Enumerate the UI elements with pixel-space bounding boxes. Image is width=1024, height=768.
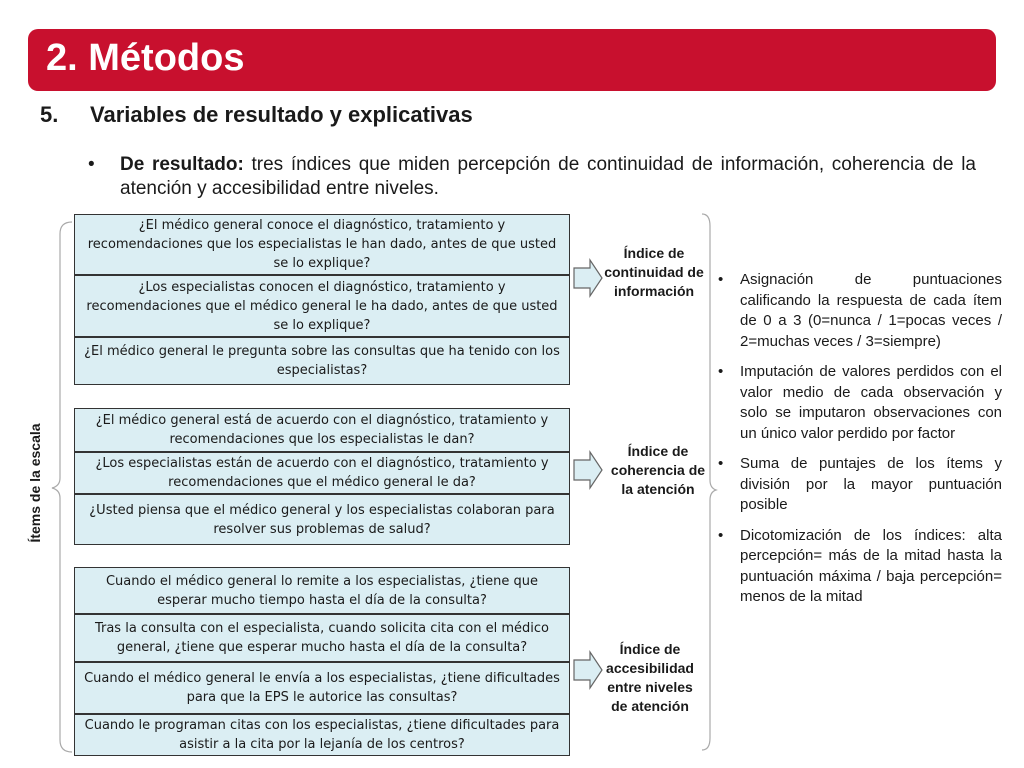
section-heading bbox=[40, 102, 473, 130]
intro-text: tres índices que miden percepción de continuidad de información, coherencia de la atención y accesibilidad entre niveles. bbox=[120, 154, 976, 199]
question-box: Cuando le programan citas con los especialistas, ¿tiene dificultades para asistir a la cita por la lejanía de los centros? bbox=[74, 714, 570, 756]
method-bullets bbox=[718, 270, 1002, 618]
bullet-icon: • bbox=[718, 271, 724, 288]
scale-bracket-left bbox=[50, 220, 76, 755]
section-title: Variables de resultado y explicativas bbox=[90, 102, 473, 127]
index-label-coherence: Índice de coherencia de la atención bbox=[610, 443, 706, 497]
title-banner bbox=[28, 29, 996, 91]
bullet-icon: • bbox=[718, 526, 724, 544]
slide-title: 2. Métodos bbox=[46, 37, 245, 79]
list-item: • Asignación de puntuaciones calificando la respuesta de cada ítem de 0 a 3 (0=nunca / 1=pocas veces / 2=muchas veces / 3=siempre) bbox=[718, 271, 1002, 350]
bullet-icon: • bbox=[718, 363, 724, 380]
question-box: ¿Usted piensa que el médico general y los especialistas colaboran para resolver sus problemas de salud? bbox=[74, 494, 570, 545]
list-item: • Suma de puntajes de los ítems y división por la mayor puntuación posible bbox=[718, 455, 1002, 513]
list-item: • Imputación de valores perdidos con el valor medio de cada observación y solo se imputaron observaciones con un único valor perdido por factor bbox=[718, 363, 1002, 442]
question-box: ¿Los especialistas están de acuerdo con el diagnóstico, tratamiento y recomendaciones que el médico general le da? bbox=[74, 452, 570, 494]
section-number: 5. bbox=[40, 102, 59, 127]
index-label-continuity: Índice de continuidad de información bbox=[604, 245, 704, 299]
scale-label: Ítems de la escala bbox=[27, 423, 43, 543]
question-box: Cuando el médico general lo remite a los especialistas, ¿tiene que esperar mucho tiempo hasta el día de la consulta? bbox=[74, 567, 570, 614]
question-box: Tras la consulta con el especialista, cuando solicita cita con el médico general, ¿tiene que esperar mucho hasta el día de la consulta? bbox=[74, 614, 570, 662]
index-label-accessibility: Índice de accesibilidad entre niveles de atención bbox=[606, 641, 694, 714]
bullet-icon: • bbox=[718, 455, 724, 472]
question-box: ¿El médico general está de acuerdo con el diagnóstico, tratamiento y recomendaciones que los especialistas le dan? bbox=[74, 408, 570, 452]
question-box: ¿El médico general le pregunta sobre las consultas que ha tenido con los especialistas? bbox=[74, 337, 570, 385]
question-box: ¿Los especialistas conocen el diagnóstico, tratamiento y recomendaciones que el médico general le ha dado, antes de que usted se lo explique? bbox=[74, 275, 570, 337]
arrow-right-icon bbox=[572, 450, 604, 490]
question-box: ¿El médico general conoce el diagnóstico, tratamiento y recomendaciones que los especialistas le han dado, antes de que usted se lo explique? bbox=[74, 214, 570, 275]
bullet-icon: • bbox=[88, 154, 95, 175]
intro-paragraph bbox=[88, 153, 976, 201]
intro-bold: De resultado: bbox=[120, 154, 244, 175]
question-box: Cuando el médico general le envía a los especialistas, ¿tiene dificultades para que la EPS le autorice las consultas? bbox=[74, 662, 570, 714]
arrow-right-icon bbox=[572, 258, 604, 298]
list-item: • Dicotomización de los índices: alta percepción= más de la mitad hasta la puntuación máxima / baja percepción= menos de la mitad bbox=[718, 526, 1002, 605]
